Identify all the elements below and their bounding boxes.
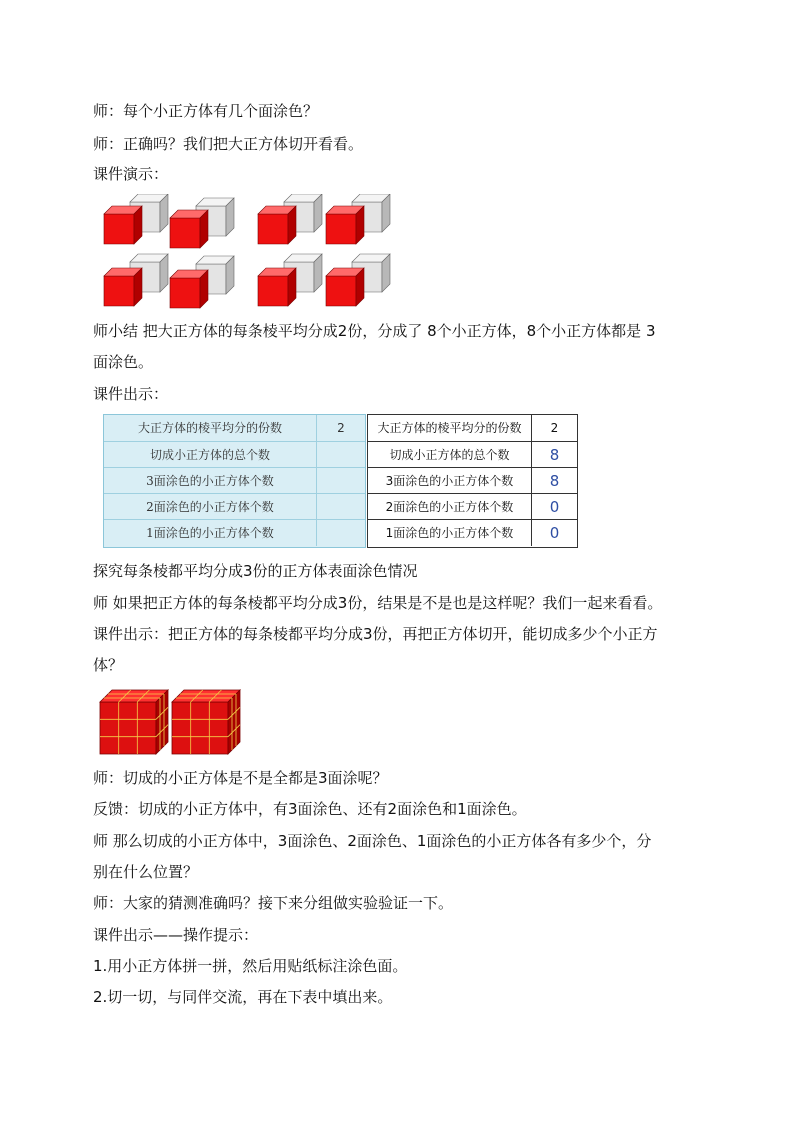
table-cell: 大正方体的棱平均分的份数 — [104, 415, 317, 441]
dialogue-line: 师：每个小正方体有几个面涂色？ — [93, 102, 319, 120]
gridded-cube — [172, 690, 240, 754]
table-row — [104, 493, 365, 520]
summary-line: 师小结 把大正方体的每条棱平均分成2份，分成了 8个小正方体，8个小正方体都是 3 — [93, 322, 656, 340]
table-cell — [317, 494, 365, 520]
table-row — [104, 467, 365, 494]
table-row — [368, 441, 577, 468]
cube-pair — [170, 256, 234, 308]
split-cubes-figure — [100, 194, 400, 314]
cube-pair — [258, 194, 322, 244]
cube-pair — [170, 198, 234, 248]
table-cell: 3面涂色的小正方体个数 — [368, 468, 532, 494]
table-cell — [317, 442, 365, 468]
table-cell: 2 — [550, 421, 559, 435]
dialogue-line: 师：正确吗？我们把大正方体切开看看。 — [93, 135, 364, 153]
cube-pair — [104, 254, 168, 306]
table-cell: 0 — [549, 524, 560, 542]
instruction-step: 1.用小正方体拼一拼，然后用贴纸标注涂色面。 — [93, 957, 408, 975]
dialogue-line: 别在什么位置？ — [93, 863, 199, 881]
dialogue-line: 师 那么切成的小正方体中，3面涂色、2面涂色、1面涂色的小正方体各有多少个，分 — [93, 832, 652, 850]
table-cell: 1面涂色的小正方体个数 — [104, 520, 317, 546]
table-cell — [317, 520, 365, 546]
dialogue-line: 师 如果把正方体的每条棱都平均分成3份，结果是不是也是这样呢？我们一起来看看。 — [93, 594, 663, 612]
table-cell: 切成小正方体的总个数 — [368, 442, 532, 468]
courseware-line: 体？ — [93, 656, 124, 674]
dialogue-line: 师：大家的猜测准确吗？接下来分组做实验验证一下。 — [93, 894, 454, 912]
table-row — [368, 493, 577, 520]
filled-count-table — [367, 414, 578, 548]
summary-line: 面涂色。 — [93, 353, 154, 371]
table-cell — [317, 468, 365, 494]
table-row — [368, 415, 577, 441]
table-row — [104, 519, 365, 546]
table-cell: 3面涂色的小正方体个数 — [104, 468, 317, 494]
table-cell: 大正方体的棱平均分的份数 — [368, 415, 532, 441]
table-row — [104, 415, 365, 441]
cube-pair — [326, 254, 390, 306]
gridded-cube — [100, 690, 168, 754]
table-cell: 2 — [337, 421, 345, 435]
table-cell: 2面涂色的小正方体个数 — [104, 494, 317, 520]
dialogue-line: 师：切成的小正方体是不是全都是3面涂呢？ — [93, 769, 388, 787]
table-cell: 切成小正方体的总个数 — [104, 442, 317, 468]
cube-pair — [258, 254, 322, 306]
courseware-label: 课件演示： — [93, 165, 169, 183]
cube-pair — [326, 194, 390, 244]
courseware-label: 课件出示： — [93, 385, 169, 403]
table-cell: 8 — [549, 446, 560, 464]
instruction-step: 2.切一切，与同伴交流，再在下表中填出来。 — [93, 988, 393, 1006]
table-row — [368, 467, 577, 494]
feedback-line: 反馈：切成的小正方体中，有3面涂色、还有2面涂色和1面涂色。 — [93, 800, 527, 818]
table-cell: 1面涂色的小正方体个数 — [368, 520, 532, 546]
table-row — [104, 441, 365, 468]
gridded-cubes-figure — [98, 688, 248, 758]
blank-count-table — [103, 414, 366, 548]
table-row — [368, 519, 577, 546]
table-cell: 8 — [549, 472, 560, 490]
courseware-label: 课件出示——操作提示： — [93, 926, 259, 944]
courseware-line: 课件出示：把正方体的每条棱都平均分成3份，再把正方体切开，能切成多少个小正方 — [93, 625, 658, 643]
table-cell: 0 — [549, 498, 560, 516]
cube-pair — [104, 194, 168, 244]
section-heading: 探究每条棱都平均分成3份的正方体表面涂色情况 — [93, 562, 418, 580]
table-cell: 2面涂色的小正方体个数 — [368, 494, 532, 520]
